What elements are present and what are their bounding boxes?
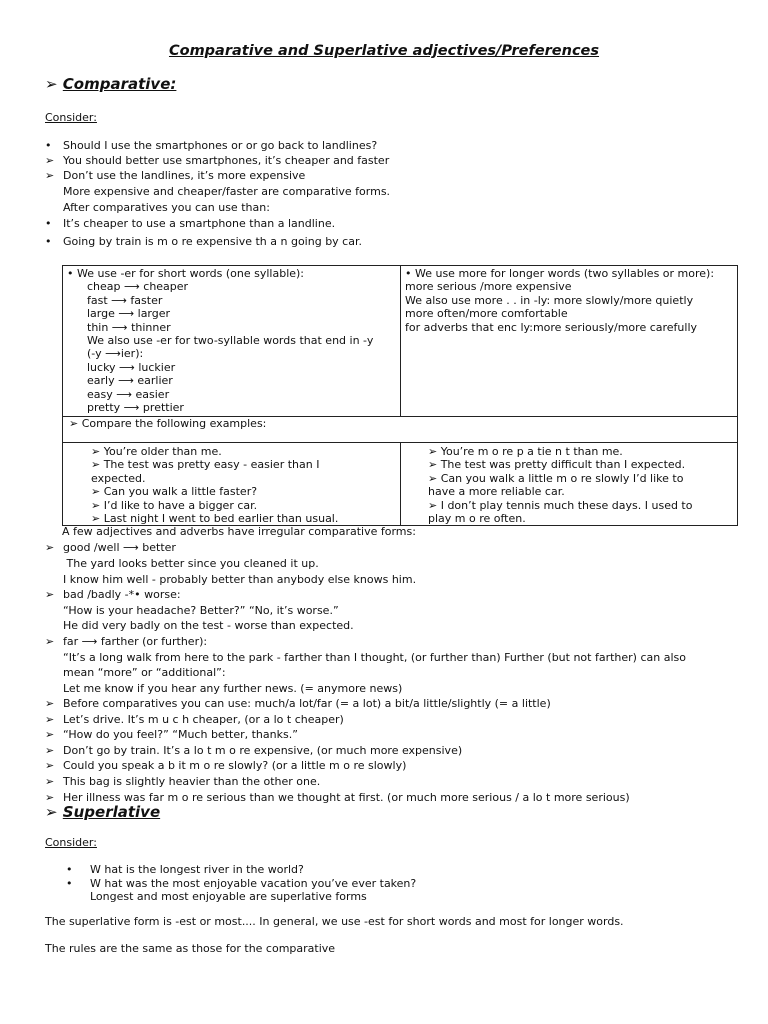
list-item: The yard looks better since you cleaned it up. [63,557,319,570]
list-item: He did very badly on the test - worse than expected. [63,619,354,632]
list-item: ➢ “How do you feel?” “Much better, thanks.” [45,728,298,741]
superlative-heading [45,803,161,821]
irregular-intro: A few adjectives and adverbs have irregular comparative forms: [62,525,416,538]
page-title: Comparative and Superlative adjectives/Preferences [168,43,600,59]
list-item: ➢ Don’t use the landlines, it’s more expensive [45,169,306,182]
list-item: “It’s a long walk from here to the park - farther than I thought, (or further than) Further (but not farther) can also [63,651,686,664]
list-item: Let me know if you hear any further news. (= anymore news) [63,682,403,695]
list-item: ➢ This bag is slightly heavier than the other one. [45,775,321,788]
table-cell-long-words: • We use more for longer words (two syllables or more): more serious /more expensive We also use more . . in -ly: more slowly/more quietly more often/more comfortable for adverbs that enc ly:more seriously/more carefully [405,267,715,334]
list-item: ➢ I’d like to have a bigger car. [91,498,258,512]
list-item: ➢ Could you speak a b it m o re slowly? (or a little m o re slowly) [45,759,407,772]
comparative-heading-text: Comparative: [62,75,177,93]
list-item: ➢ Don’t go by train. It’s a lo t m o re expensive, (or much more expensive) [45,744,463,757]
list-item: ➢ You’re m o re p a tie n t than me. [428,445,623,458]
list-item: expected. [91,471,146,485]
list-item: Longest and most enjoyable are superlative forms [90,890,367,903]
list-item: have a more reliable car. [428,485,565,499]
list-item: • Going by train is m o re expensive th a n going by car. [45,235,362,248]
superlative-consider-label: Consider: [45,836,97,849]
list-item: ➢ Can you walk a little faster? [91,485,258,499]
superlative-heading-text: Superlative [62,803,161,821]
table-cell-short-words: • We use -er for short words (one syllable): cheap ⟶ cheaper fast ⟶ faster large ⟶ larger thin ⟶ thinner We also use -er for two-syllable words that end in -y (-y ⟶ier): lucky ⟶ luckier early ⟶ earlier easy ⟶ easier pretty ⟶ prettier [67,267,374,415]
list-item: ➢ Before comparatives you can use: much/a lot/far (= a lot) a bit/a little/slightly (= a little) [45,697,551,710]
column-divider [400,442,401,526]
list-item: ➢ You should better use smartphones, it’s cheaper and faster [45,154,390,167]
superlative-paragraph-2: The rules are the same as those for the comparative [45,942,336,955]
list-item: “How is your headache? Better?” “No, it’s worse.” [63,604,339,617]
comparative-heading [45,75,177,93]
list-item: ➢ good /well ⟶ better [45,541,176,554]
list-item: ➢ The test was pretty difficult than I expected. [428,458,686,472]
list-item: ➢ Her illness was far m o re serious than we thought at first. (or much more serious / a lo t more serious) [45,791,630,804]
list-item: • W hat was the most enjoyable vacation you’ve ever taken? [66,877,417,890]
list-item: play m o re often. [428,512,526,526]
list-item: ➢ bad /badly -*• worse: [45,588,181,601]
compare-examples-heading: ➢ Compare the following examples: [69,417,267,430]
arrow-bullet-icon: ➢ [45,75,63,93]
column-divider [400,266,401,417]
list-item: I know him well - probably better than anybody else knows him. [63,573,417,586]
arrow-bullet-icon: ➢ [45,803,63,821]
examples-right-column [428,445,692,525]
comparative-consider-label: Consider: [45,111,97,124]
list-item: ➢ Last night I went to bed earlier than usual. [91,512,339,526]
list-item: ➢ You’re older than me. [91,445,222,458]
list-item: After comparatives you can use than: [63,201,270,214]
list-item: ➢ I don’t play tennis much these days. I used to [428,498,693,512]
list-item: ➢ Let’s drive. It’s m u c h cheaper, (or a lo t cheaper) [45,713,344,726]
rules-table [62,265,738,526]
list-item: ➢ The test was pretty easy - easier than I [91,458,320,472]
examples-left-column [91,445,338,525]
list-item: • Should I use the smartphones or or go back to landlines? [45,139,378,152]
list-item: More expensive and cheaper/faster are comparative forms. [63,185,391,198]
list-item: ➢ Can you walk a little m o re slowly I’d like to [428,471,684,485]
list-item: • W hat is the longest river in the world? [66,863,304,876]
list-item: mean “more” or “additional”: [63,666,226,679]
superlative-paragraph-1: The superlative form is -est or most.... In general, we use -est for short words and most for longer words. [45,915,624,928]
list-item: • It’s cheaper to use a smartphone than a landline. [45,217,336,230]
list-item: ➢ far ⟶ farther (or further): [45,635,208,648]
